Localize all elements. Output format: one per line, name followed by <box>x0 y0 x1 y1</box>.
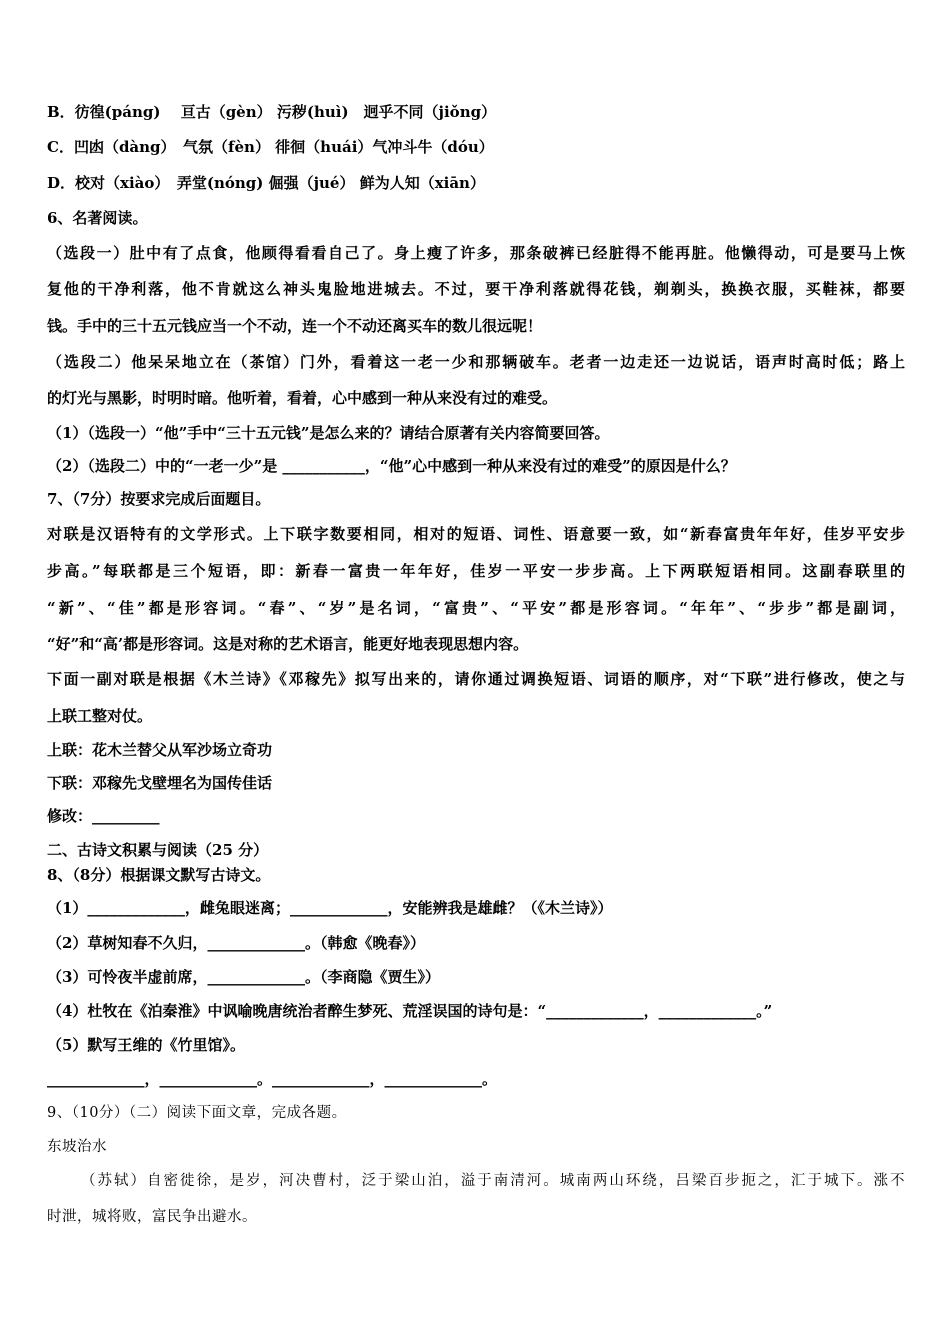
article-line-2: 时泄，城将败，富民争出避水。 <box>47 1209 257 1225</box>
excerpt-1-line-1: （选段一）肚中有了点食，他顾得看看自己了。身上瘦了许多，那条破裤已经脏得不能再脏。他懒得动，可是要马上恢 <box>47 244 905 262</box>
excerpt-1-line-2: 复他的干净利落，他不肯就这么神头鬼脸地进城去。不过，要干净利落就得花钱，剃剃头，换换衣服，买鞋袜，都要 <box>47 280 905 298</box>
question-6-1: （1）（选段一）“他”手中“三十五元钱”是怎么来的？请结合原著有关内容简要回答。 <box>47 424 610 442</box>
question-7-para-2: 步高。”每联都是三个短语，即：新春一富贵一年年好，佳岁一平安一步步高。上下两联短语相同。这副春联里的 <box>47 562 905 580</box>
section-2-heading: 二、古诗文积累与阅读（25 分） <box>47 841 269 859</box>
question-9-title: 9、（10分）（二）阅读下面文章，完成各题。 <box>47 1105 347 1121</box>
question-7-title: 7、（7分）按要求完成后面题目。 <box>47 490 271 508</box>
question-8-4: （4）杜牧在《泊秦淮》中讽喻晚唐统治者醉生梦死、荒淫误国的诗句是：“_____________，_____________。” <box>47 1002 773 1020</box>
question-8-5: （5）默写王维的《竹里馆》。 <box>47 1036 245 1054</box>
question-7-para-3: “新”、“佳”都是形容词。“春”、“岁”是名词，“富贵”、“平安”都是形容词。“年年”、“步步”都是副词， <box>47 599 905 617</box>
question-8-2: （2）草树知春不久归，_____________。（韩愈《晚春》） <box>47 934 425 952</box>
question-7-para-1: 对联是汉语特有的文学形式。上下联字数要相同，相对的短语、词性、语意要一致，如“新春富贵年年好，佳岁平安步 <box>47 525 905 543</box>
excerpt-2-line-2: 的灯光与黑影，时明时暗。他听着，看着，心中感到一种从来没有过的难受。 <box>47 389 558 407</box>
question-6-title: 6、名著阅读。 <box>47 209 148 227</box>
excerpt-2-line-1: （选段二）他呆呆地立在（茶馆）门外，看着这一老一少和那辆破车。老者一边走还一边说话，语声时高时低；路上 <box>47 353 905 371</box>
question-7-para-4: “好”和“高’都是形容词。这是对称的艺术语言，能更好地表现思想内容。 <box>47 635 529 653</box>
excerpt-1-line-3: 钱。手中的三十五元钱应当一个不动，连一个不动还离买车的数儿很远呢！ <box>47 317 543 335</box>
question-6-2: （2）（选段二）中的“一老一少”是 ___________，“他”心中感到一种从来没有过的难受”的原因是什么？ <box>47 457 736 475</box>
question-7-instruction-1: 下面一副对联是根据《木兰诗》《邓稼先》拟写出来的，请你通过调换短语、词语的顺序，对“下联”进行修改，使之与 <box>47 670 905 688</box>
option-c: C．凹凼（dàng） 气氛（fèn） 徘徊（huái）气冲斗牛（dóu） <box>47 138 494 156</box>
article-title: 东坡治水 <box>47 1139 107 1155</box>
question-8-5-blanks: _____________，_____________。_____________，_____________。 <box>47 1070 498 1088</box>
upper-couplet: 上联：花木兰替父从军沙场立奇功 <box>47 741 273 759</box>
option-d: D．校对（xiào） 弄堂(nóng) 倔强（jué） 鲜为人知（xiān） <box>47 174 485 192</box>
question-8-3: （3）可怜夜半虚前席，_____________。（李商隐《贾生》） <box>47 968 440 986</box>
option-b: B．彷徨(páng) 亘古（gèn） 污秽(huì) 迥乎不同（jiǒng） <box>47 103 497 121</box>
article-line-1: （苏轼）自密徙徐，是岁，河决曹村，泛于梁山泊，溢于南清河。城南两山环绕，吕梁百步扼之，汇于城下。涨不 <box>81 1173 905 1189</box>
question-7-instruction-2: 上联工整对仗。 <box>47 707 153 725</box>
question-8-1: （1）_____________，雌兔眼迷离；_____________，安能辨我是雄雌？（《木兰诗》） <box>47 899 613 917</box>
lower-couplet: 下联：邓稼先戈壁埋名为国传佳话 <box>47 774 273 792</box>
revision-line: 修改：_________ <box>47 807 160 825</box>
question-8-title: 8、（8分）根据课文默写古诗文。 <box>47 866 271 884</box>
